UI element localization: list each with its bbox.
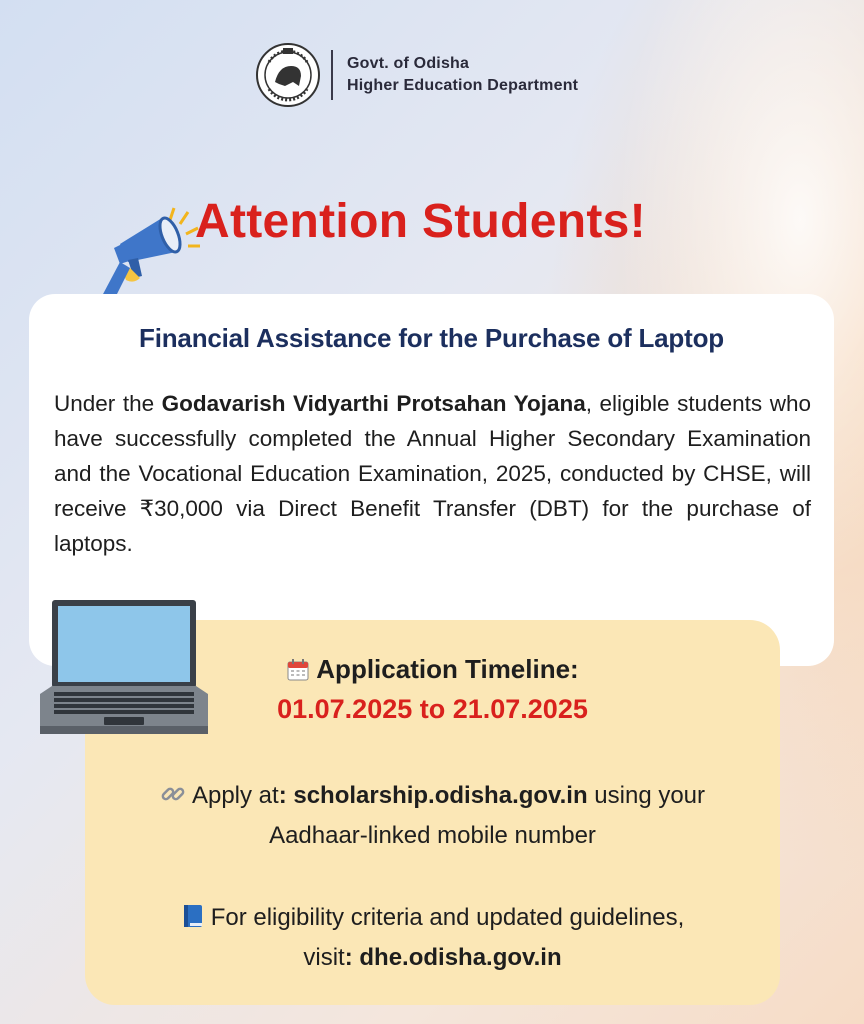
dhe-link[interactable]: : dhe.odisha.gov.in	[344, 944, 562, 971]
book-icon	[181, 903, 205, 929]
body-prefix: Under the	[54, 391, 162, 416]
header-text	[347, 53, 578, 97]
scheme-name: Godavarish Vidyarthi Protsahan Yojana	[161, 391, 586, 416]
calendar-icon	[286, 658, 310, 682]
megaphone-icon	[100, 198, 210, 298]
card-title: Financial Assistance for the Purchase of Laptop	[139, 323, 724, 353]
eligibility-section	[85, 898, 780, 978]
header	[255, 40, 578, 110]
eligibility-line1: For eligibility criteria and updated guidelines,	[210, 904, 685, 931]
apply-line2: Aadhaar-linked mobile number	[269, 822, 596, 849]
card-body	[54, 386, 811, 561]
odisha-emblem-icon	[255, 42, 321, 108]
apply-section	[85, 776, 780, 856]
timeline-dates: 01.07.2025 to 21.07.2025	[277, 694, 588, 724]
attention-headline: Attention Students!	[195, 195, 646, 248]
apply-suffix: using your	[587, 782, 706, 809]
header-divider	[331, 50, 333, 100]
visit-prefix: visit	[303, 944, 345, 971]
laptop-icon	[38, 598, 210, 736]
scholarship-link[interactable]: : scholarship.odisha.gov.in	[278, 782, 588, 809]
timeline-label: Application Timeline:	[316, 654, 579, 684]
link-icon	[160, 781, 186, 807]
apply-prefix: Apply at	[191, 782, 279, 809]
govt-name: Govt. of Odisha	[347, 55, 470, 72]
department-name: Higher Education Department	[347, 77, 579, 94]
body-suffix: , eligible students who have successfully completed the Annual Higher Secondary Examination and the Vocational Education Examination, 2025, conducted by CHSE, will receive ₹30,000 via Direct Benefit Transfer (DBT) for the purchase of laptops.	[54, 391, 812, 556]
